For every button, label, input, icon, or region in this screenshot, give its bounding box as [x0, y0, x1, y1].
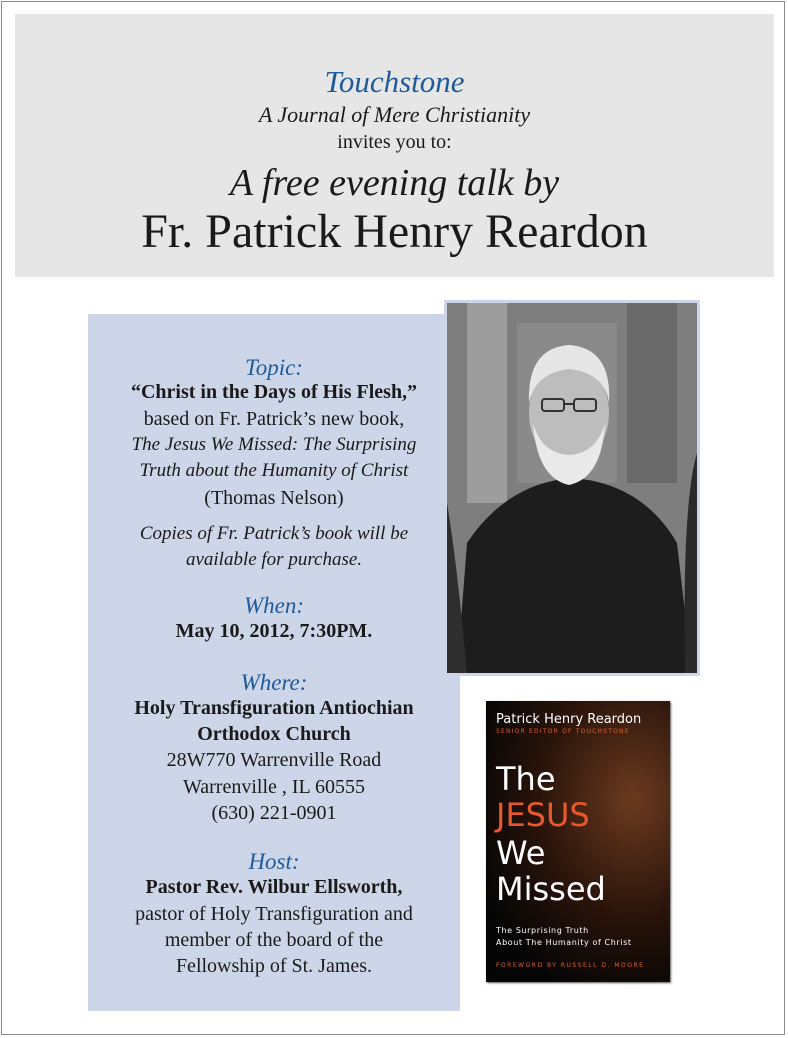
speaker-photo — [444, 300, 700, 676]
host-desc-line1: pastor of Holy Transfiguration and — [135, 903, 413, 925]
book-word-the: The — [496, 760, 556, 798]
book-word-we: We — [496, 834, 546, 872]
talk-announcement: A free evening talk by — [229, 162, 560, 204]
speaker-name: Fr. Patrick Henry Reardon — [141, 205, 648, 258]
event-details — [88, 314, 460, 1011]
journal-subtitle: A Journal of Mere Christianity — [258, 102, 531, 127]
venue-address: 28W770 Warrenville Road — [166, 749, 382, 771]
publisher-text: (Thomas Nelson) — [204, 487, 344, 509]
topic-heading: Topic: — [245, 355, 303, 380]
copies-line2: available for purchase. — [185, 549, 363, 570]
book-title-line1: The Jesus We Missed: The Surprising — [131, 434, 417, 455]
book-word-missed: Missed — [496, 870, 606, 908]
book-tagline-line1: The Surprising Truth — [496, 926, 589, 935]
journal-name: Touchstone — [324, 64, 465, 99]
invitation-header — [15, 14, 774, 277]
when-heading: When: — [243, 593, 305, 618]
book-word-jesus: JESUS — [496, 796, 590, 834]
speaker-portrait-icon — [447, 303, 697, 673]
talk-title: “Christ in the Days of His Flesh,” — [130, 381, 418, 403]
book-tagline-line2: About The Humanity of Christ — [496, 938, 632, 947]
book-foreword: FOREWORD BY RUSSELL D. MOORE — [496, 962, 645, 969]
host-desc-line2: member of the board of the — [164, 929, 384, 951]
invites-text: invites you to: — [337, 131, 452, 153]
book-title-line2: Truth about the Humanity of Christ — [139, 460, 409, 481]
venue-phone: (630) 221-0901 — [211, 802, 337, 824]
event-datetime: May 10, 2012, 7:30PM. — [175, 620, 373, 642]
host-heading: Host: — [248, 849, 300, 874]
book-editor: SENIOR EDITOR OF TOUCHSTONE — [496, 728, 630, 735]
book-author: Patrick Henry Reardon — [496, 712, 642, 727]
based-on-text: based on Fr. Patrick’s new book, — [143, 408, 405, 430]
copies-line1: Copies of Fr. Patrick’s book will be — [139, 523, 409, 544]
venue-name-line1: Holy Transfiguration Antiochian — [134, 697, 414, 719]
speaker-photo-image — [447, 303, 697, 673]
book-cover — [486, 701, 670, 982]
host-name: Pastor Rev. Wilbur Ellsworth, — [145, 876, 403, 898]
venue-city: Warrenville , IL 60555 — [182, 776, 366, 798]
where-heading: Where: — [240, 670, 308, 695]
host-desc-line3: Fellowship of St. James. — [175, 955, 373, 977]
venue-name-line2: Orthodox Church — [197, 723, 351, 745]
